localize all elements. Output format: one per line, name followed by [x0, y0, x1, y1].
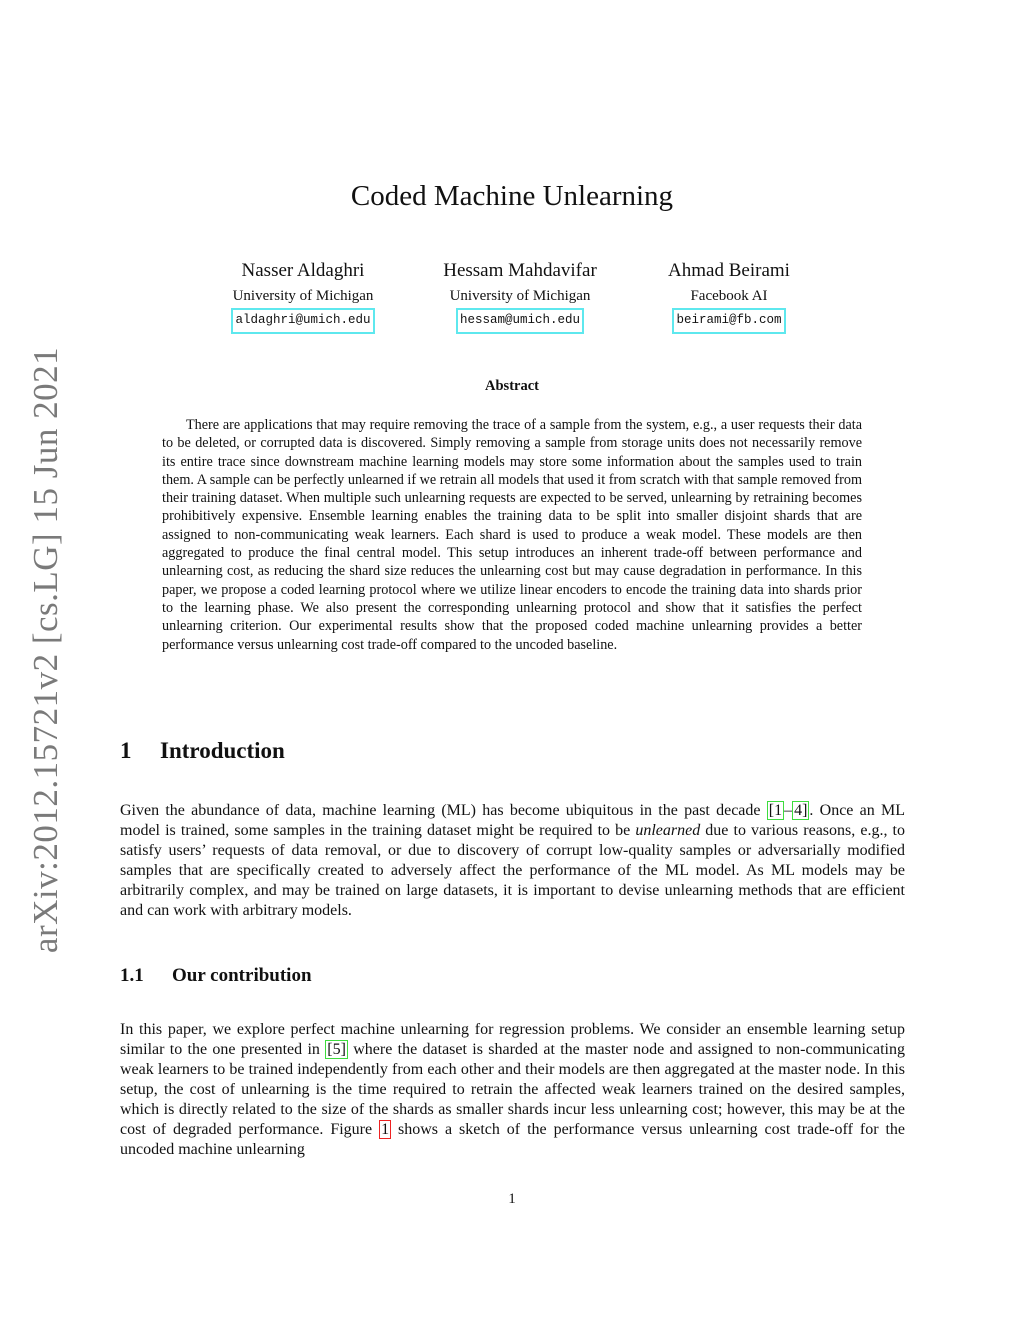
author-email-link[interactable]: aldaghri@umich.edu — [231, 308, 374, 334]
intro-text-2: . Once an ML model is trained, some samples in the training dataset might be required to be — [120, 802, 905, 839]
intro-text-1: Given the abundance of data, machine learning (ML) has become ubiquitous in the past decade — [120, 802, 767, 819]
paper-title: Coded Machine Unlearning — [350, 180, 674, 212]
contrib-text-3: shows a sketch of the performance versus unlearning cost trade-off for the uncoded machine unlearning — [120, 1121, 906, 1158]
citation-link[interactable]: [1 — [768, 802, 783, 819]
abstract-heading: Abstract — [485, 378, 539, 394]
author-email-link[interactable]: hessam@umich.edu — [456, 308, 584, 334]
introduction-paragraph — [120, 801, 905, 921]
author-name: Ahmad Beirami — [668, 260, 790, 281]
author-affiliation: University of Michigan — [449, 288, 591, 304]
emphasis-unlearned: unlearned — [635, 822, 701, 839]
author-affiliation: University of Michigan — [232, 288, 374, 304]
subsection-heading-our-contribution — [120, 965, 312, 987]
section-heading-introduction — [120, 738, 285, 764]
section-title: Introduction — [160, 738, 285, 763]
subsection-number: 1.1 — [120, 965, 144, 986]
intro-text-3: due to various reasons, e.g., to satisfy users’ requests of data removal, or due to discovery of corrupt low-quality samples or adversarially modified samples that are specifically created to adversely affect the performance of the ML model. As ML models may be arbitrarily complex, and may be trained on large datasets, it is important to devise unlearning methods that are efficient and can work with arbitrary models. — [120, 822, 906, 919]
arxiv-stamp[interactable]: arXiv:2012.15721v2 [cs.LG] 15 Jun 2021 — [26, 346, 65, 954]
contrib-text-2: where the dataset is sharded at the master node and assigned to non-communicating weak learners to be trained independently from each other and their models are then aggregated at the master node. In this setup, the cost of unlearning is the time required to retrain the affected weak learners trained on the desired samples, which is directly related to the size of the shards as smaller shards incur less unlearning cost; however, this may be at the cost of degraded performance. Figure — [120, 1041, 905, 1138]
author-2 — [410, 259, 630, 334]
contrib-text-1: In this paper, we explore perfect machine unlearning for regression problems. We consider an ensemble learning setup similar to the one presented in — [120, 1021, 905, 1058]
citation-dash: – — [784, 802, 793, 819]
citation-link[interactable]: [5] — [327, 1041, 346, 1058]
author-1 — [193, 259, 413, 334]
citation-link[interactable]: 4] — [794, 802, 808, 819]
author-email-link[interactable]: beirami@fb.com — [672, 308, 785, 334]
page-number: 1 — [508, 1191, 516, 1207]
author-name: Nasser Aldaghri — [241, 260, 365, 281]
author-name: Hessam Mahdavifar — [443, 260, 597, 281]
abstract-text: There are applications that may require removing the trace of a sample from the system, e.g., a user requests their data to be deleted, or corrupted data is discovered. Simply removing a sample from storage units does not necessarily remove its entire trace since downstream machine learning models may store some information about the samples used to train them. A sample can be perfectly unlearned if we retrain all models that used it from scratch with that sample removed from their training dataset. When multiple such unlearning requests are expected to be served, unlearning by retraining becomes prohibitively expensive. Ensemble learning enables the training data to be split into smaller disjoint shards that are assigned to non-communicating weak learners. Each shard is used to produce a weak model. These models are then aggregated to produce the final central model. This setup introduces an inherent trade-off between performance and unlearning cost, as reducing the shard size reduces the unlearning cost but may cause degradation in performance. In this paper, we propose a coded learning protocol where we utilize linear encoders to encode the training data into shards prior to the learning phase. We also present the corresponding unlearning protocol and show that it satisfies the perfect unlearning criterion. Our experimental results show that the proposed coded machine unlearning provides a better performance versus unlearning cost trade-off compared to the uncoded baseline. — [162, 417, 862, 653]
author-3 — [619, 259, 839, 334]
author-affiliation: Facebook AI — [690, 288, 768, 304]
contribution-paragraph — [120, 1020, 905, 1160]
subsection-title: Our contribution — [172, 965, 312, 986]
section-number: 1 — [120, 738, 132, 763]
figure-reference-link[interactable]: 1 — [381, 1121, 390, 1138]
